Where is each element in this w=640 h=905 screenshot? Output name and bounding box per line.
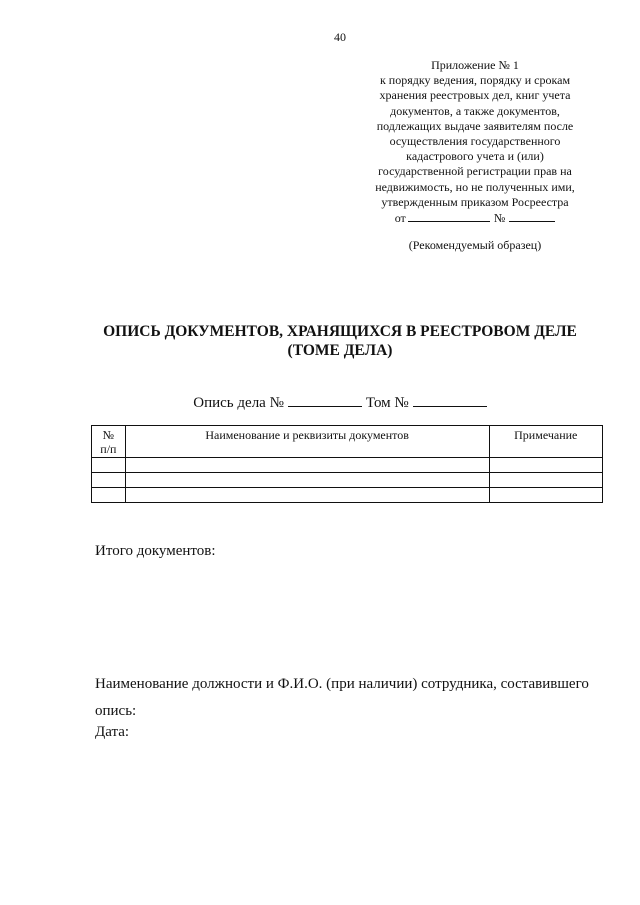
table-cell	[489, 458, 602, 473]
header-number-line1: №	[102, 428, 115, 442]
from-label: от	[394, 211, 406, 226]
documents-table	[91, 425, 603, 503]
appendix-line: к порядку ведения, порядку и срокам	[379, 73, 571, 88]
signer-label: Наименование должности и Ф.И.О. (при наличии) сотрудника, составившего опись:	[95, 676, 589, 719]
sample-note: (Рекомендуемый образец)	[408, 238, 542, 252]
header-name: Наименование и реквизиты документов	[125, 426, 489, 458]
order-number-blank	[509, 210, 555, 222]
case-number-label: Опись дела №	[193, 395, 284, 411]
appendix-line: подлежащих выдаче заявителям после	[376, 118, 574, 133]
page-number: 40	[334, 30, 346, 44]
case-number-blank	[288, 393, 362, 407]
header-number-line2: п/п	[100, 442, 117, 456]
header-number	[92, 426, 126, 458]
title-line-2: (ТОМЕ ДЕЛА)	[287, 342, 393, 359]
appendix-line: недвижимость, но не полученных ими,	[375, 179, 575, 194]
header-note: Примечание	[489, 426, 602, 458]
table-row	[92, 458, 603, 473]
table-row	[92, 473, 603, 488]
document-title	[60, 322, 620, 360]
table-cell	[489, 473, 602, 488]
appendix-line: утвержденным приказом Росреестра	[381, 194, 569, 209]
appendix-line: документов, а также документов,	[390, 103, 560, 118]
order-date-blank	[408, 210, 490, 222]
volume-number-label: Том №	[365, 395, 409, 411]
title-line-1: ОПИСЬ ДОКУМЕНТОВ, ХРАНЯЩИХСЯ В РЕЕСТРОВОМ ДЕЛЕ	[103, 323, 577, 340]
date-label: Дата:	[95, 724, 130, 740]
table-cell	[92, 473, 126, 488]
table-cell	[125, 473, 489, 488]
table-cell	[92, 488, 126, 503]
table-header-row	[92, 426, 603, 458]
total-documents-label: Итого документов:	[95, 543, 216, 559]
appendix-line: Приложение № 1	[431, 58, 519, 72]
volume-number-blank	[413, 393, 487, 407]
appendix-line: кадастрового учета и (или)	[406, 149, 544, 164]
appendix-block	[350, 58, 600, 226]
table-cell	[125, 488, 489, 503]
table-cell	[92, 458, 126, 473]
table-row	[92, 488, 603, 503]
order-date-number-line	[350, 210, 600, 226]
appendix-line: осуществления государственного	[389, 134, 561, 149]
appendix-line: государственной регистрации прав на	[378, 164, 572, 179]
table-cell	[125, 458, 489, 473]
inventory-line	[0, 393, 640, 412]
appendix-line: хранения реестровых дел, книг учета	[379, 88, 571, 103]
number-label: №	[493, 211, 506, 226]
table-cell	[489, 488, 602, 503]
